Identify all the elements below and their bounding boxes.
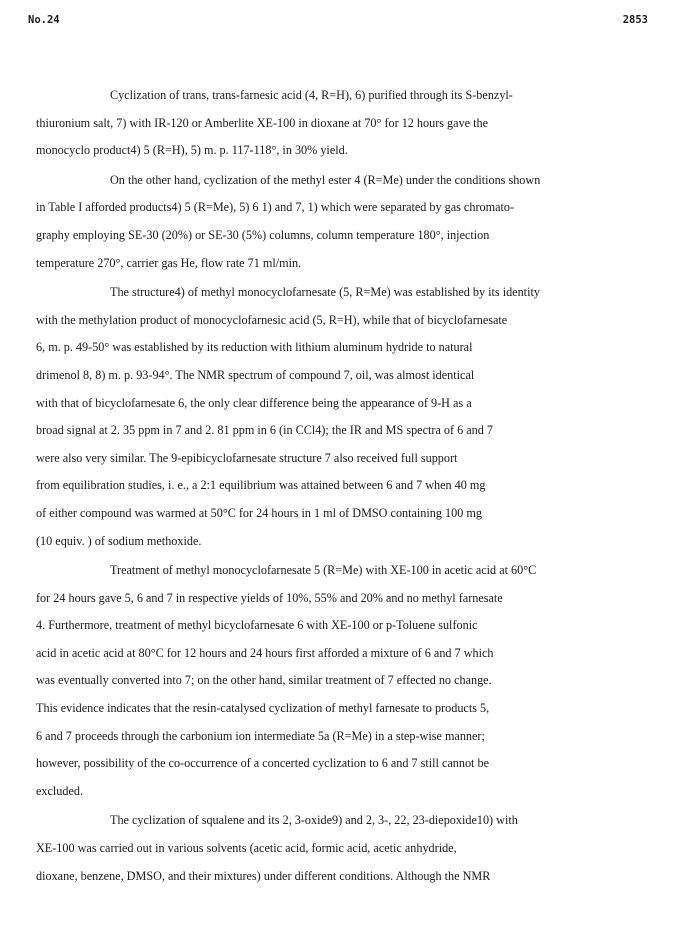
text-line: The cyclization of squalene and its 2, 3-oxide9) and 2, 3-, 22, 23-diepoxide10) with [110,813,518,828]
text-line: excluded. [36,783,84,798]
text-line: from equilibration studies, i. e., a 2:1 equilibrium was attained between 6 and 7 when 40 mg [36,478,486,493]
text-line: temperature 270°, carrier gas He, flow rate 71 ml/min. [36,255,302,270]
text-line: monocyclo product4) 5 (R=H), 5) m. p. 117-118°, in 30% yield. [36,143,348,158]
text-line: of either compound was warmed at 50°C for 24 hours in 1 ml of DMSO containing 100 mg [36,505,482,520]
text-line: were also very similar. The 9-epibicyclofarnesate structure 7 also received full support [36,450,458,465]
text-line: 4. Furthermore, treatment of methyl bicyclofarnesate 6 with XE-100 or p-Toluene sulfonic [36,618,478,633]
text-line: acid in acetic acid at 80°C for 12 hours and 24 hours first afforded a mixture of 6 and 7 which [36,645,494,660]
text-line: with the methylation product of monocyclofarnesic acid (5, R=H), while that of bicyclofarnesate [36,312,508,327]
text-line: XE-100 was carried out in various solvents (acetic acid, formic acid, acetic anhydride, [36,841,457,856]
page-number: 2853 [622,14,648,26]
text-line: (10 equiv. ) of sodium methoxide. [36,533,202,548]
text-line: On the other hand, cyclization of the methyl ester 4 (R=Me) under the conditions shown [110,172,541,187]
journal-issue: No.24 [28,14,60,26]
text-line: thiuronium salt, 7) with IR-120 or Amberlite XE-100 in dioxane at 70° for 12 hours gave the [36,115,489,130]
text-line: The structure4) of methyl monocyclofarnesate (5, R=Me) was established by its identity [110,285,540,300]
text-line: Treatment of methyl monocyclofarnesate 5 (R=Me) with XE-100 in acetic acid at 60°C [110,563,537,578]
text-line: graphy employing SE-30 (20%) or SE-30 (5%) columns, column temperature 180°, injection [36,227,490,242]
text-line: however, possibility of the co-occurrence of a concerted cyclization to 6 and 7 still cannot be [36,756,489,771]
text-line: in Table I afforded products4) 5 (R=Me), 5) 6 1) and 7, 1) which were separated by gas chromato- [36,200,515,215]
text-line: for 24 hours gave 5, 6 and 7 in respective yields of 10%, 55% and 20% and no methyl farnesate [36,590,503,605]
text-line: Cyclization of trans, trans-farnesic acid (4, R=H), 6) purified through its S-benzyl- [110,88,513,102]
text-line: with that of bicyclofarnesate 6, the only clear difference being the appearance of 9-H as a [36,395,472,410]
text-line: dioxane, benzene, DMSO, and their mixtures) under different conditions. Although the NMR [36,868,491,883]
text-line: This evidence indicates that the resin-catalysed cyclization of methyl farnesate to products 5, [36,701,490,716]
article-body [36,82,656,890]
text-line: 6, m. p. 49-50° was established by its reduction with lithium aluminum hydride to natural [36,340,473,355]
text-line: 6 and 7 proceeds through the carbonium ion intermediate 5a (R=Me) in a step-wise manner; [36,728,485,743]
text-line: drimenol 8, 8) m. p. 93-94°. The NMR spectrum of compound 7, oil, was almost identical [36,367,475,382]
text-line: was eventually converted into 7; on the other hand, similar treatment of 7 effected no change. [36,673,492,688]
text-line: broad signal at 2. 35 ppm in 7 and 2. 81 ppm in 6 (in CCl4); the IR and MS spectra of 6 and 7 [36,423,493,438]
